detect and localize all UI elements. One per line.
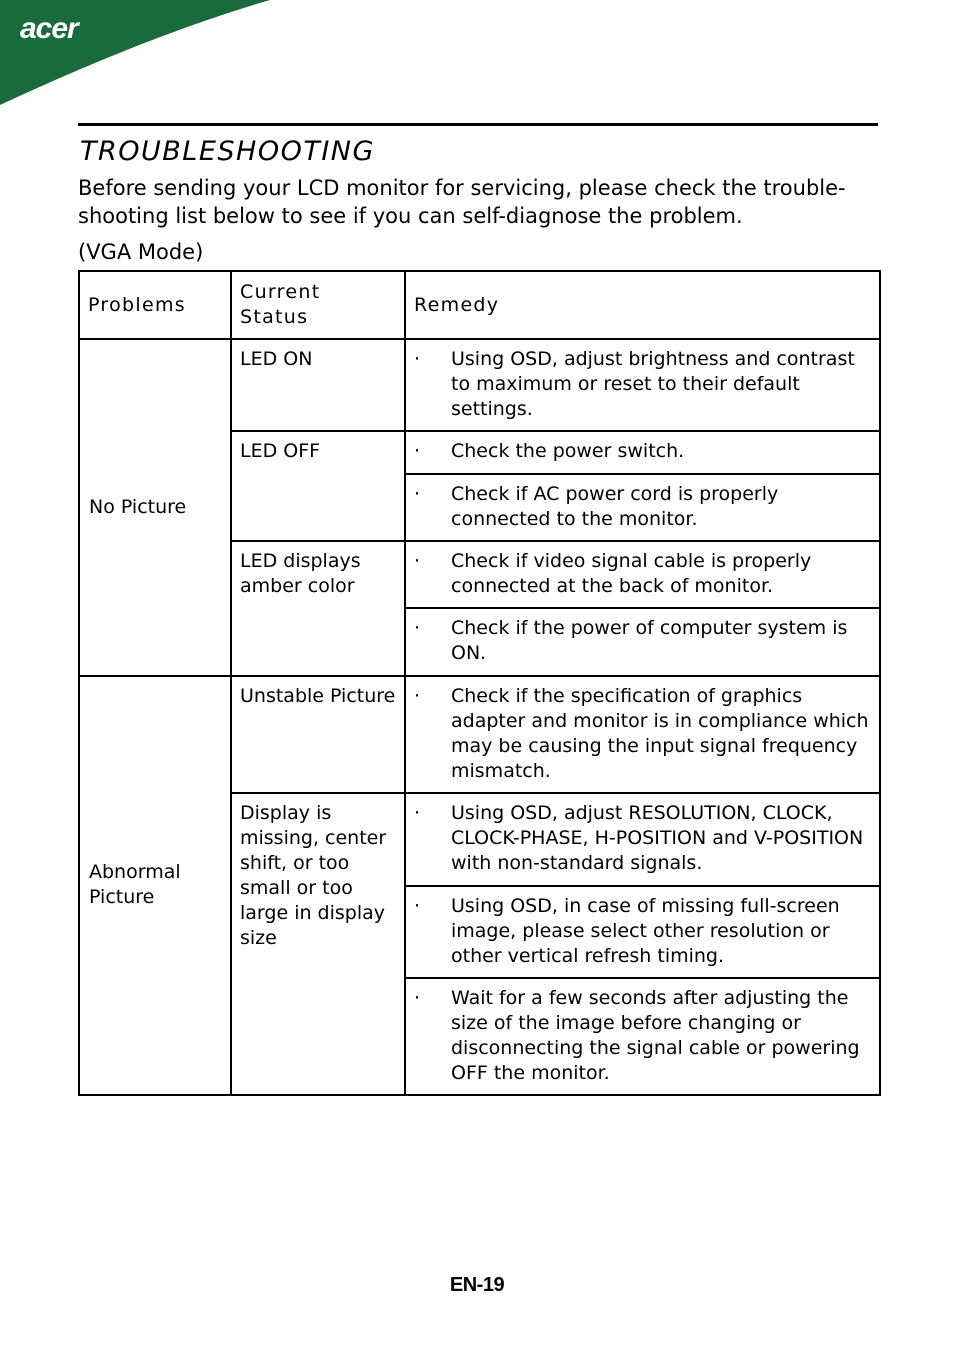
acer-logo: acer [20,12,78,45]
remedy-cell [405,431,880,474]
remedy-text: Using OSD, adjust RESOLUTION, CLOCK, CLOCK-PHASE, H-POSITION and V-POSITION with non-standard signals. [451,802,864,874]
bullet: · [414,987,421,1009]
status-cell: LED displays amber color [231,541,405,676]
header-current-status: Current Status [231,271,405,339]
remedy-text: Check if video signal cable is properly connected at the back of monitor. [451,550,812,597]
table-row [79,339,880,431]
status-cell: Unstable Picture [231,676,405,793]
bullet: · [414,483,421,505]
brand-banner [0,0,280,110]
title-rule [78,123,878,126]
remedy-text: Using OSD, adjust brightness and contrast to maximum or reset to their default settings. [451,348,855,420]
intro-paragraph: Before sending your LCD monitor for servicing, please check the trouble-shooting list below to see if you can self-diagnose the problem. [78,176,846,228]
status-cell: Display is missing, center shift, or too small or too large in display size [231,793,405,1095]
page-number: EN-19 [449,1274,505,1296]
table-row [79,676,880,793]
remedy-text: Wait for a few seconds after adjusting the size of the image before changing or disconnecting the signal cable or powering OFF the monitor. [451,987,860,1084]
table-header-row [79,271,880,339]
bullet: · [414,550,421,572]
remedy-cell [405,676,880,793]
remedy-cell [405,541,880,608]
remedy-text: Check if the power of computer system is ON. [451,617,848,664]
status-cell: LED ON [231,339,405,431]
remedy-cell [405,608,880,676]
header-problems: Problems [79,271,231,339]
bullet: · [414,348,421,370]
bullet: · [414,685,421,707]
page-title: TROUBLESHOOTING [80,136,375,167]
remedy-cell [405,339,880,431]
remedy-cell [405,978,880,1095]
status-cell: LED OFF [231,431,405,541]
bullet: · [414,895,421,917]
remedy-cell [405,886,880,978]
bullet: · [414,802,421,824]
bullet: · [414,440,421,462]
remedy-cell [405,474,880,541]
remedy-text: Check if the specification of graphics adapter and monitor is in compliance which may be causing the input signal frequency mismatch. [451,685,869,782]
mode-label: (VGA Mode) [78,240,204,264]
problem-cell: No Picture [79,339,231,676]
header-remedy: Remedy [405,271,880,339]
brand-header [0,0,280,110]
remedy-cell [405,793,880,886]
bullet: · [414,617,421,639]
remedy-text: Using OSD, in case of missing full-screen image, please select other resolution or other vertical refresh timing. [451,895,840,967]
problem-cell: Abnormal Picture [79,676,231,1095]
remedy-text: Check if AC power cord is properly connected to the monitor. [451,483,779,530]
remedy-text: Check the power switch. [451,440,685,462]
troubleshooting-table [78,270,881,1096]
